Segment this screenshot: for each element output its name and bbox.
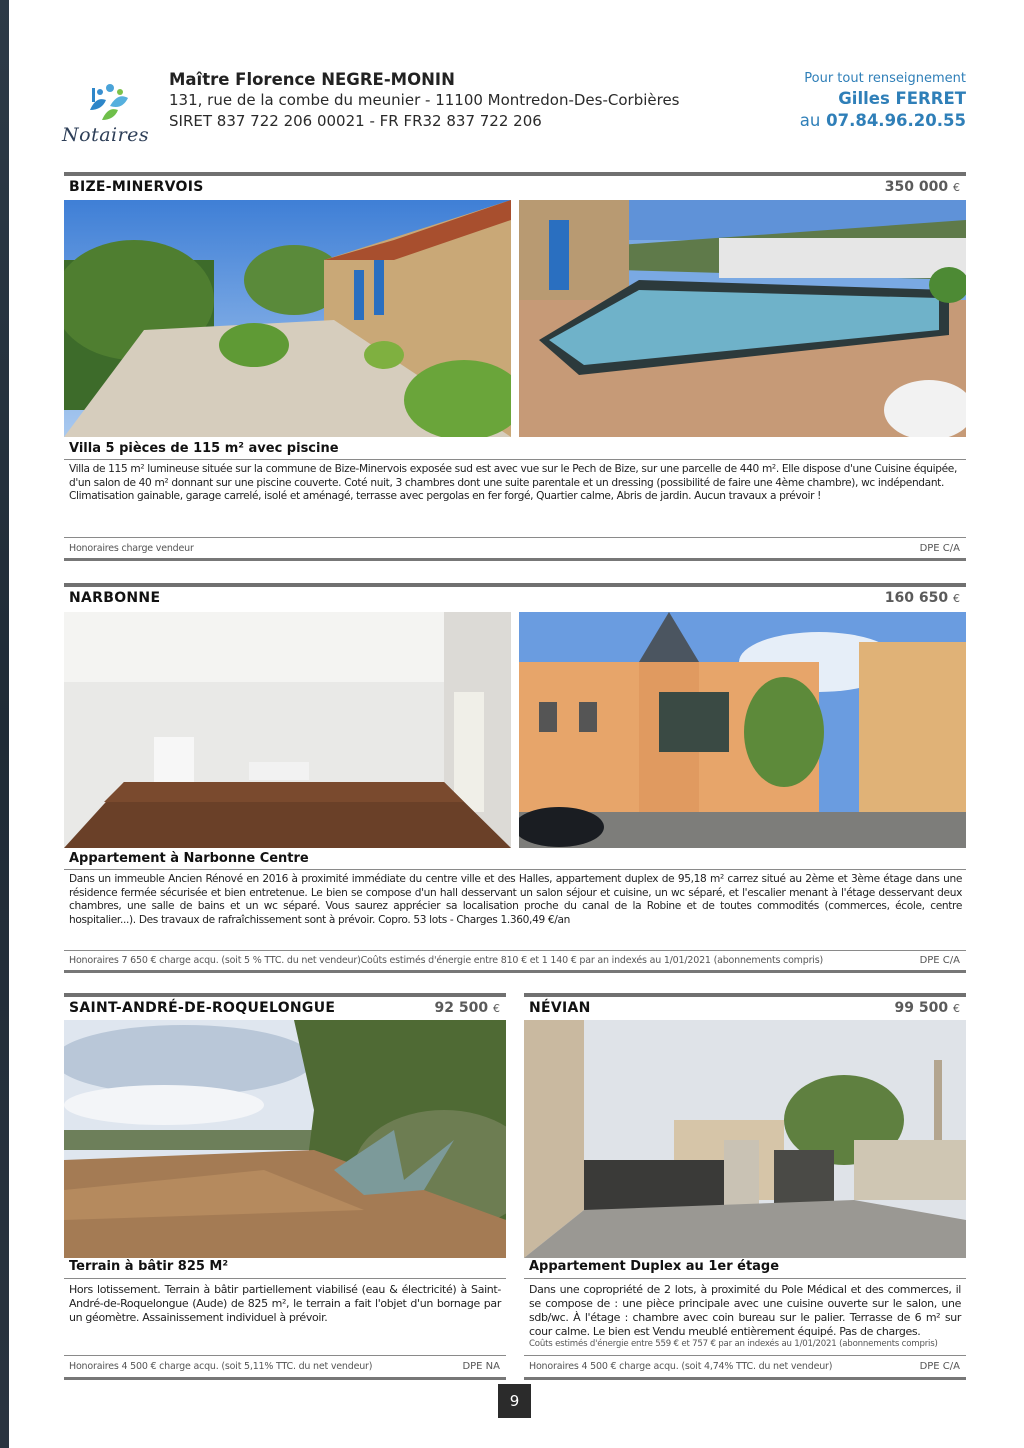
price-currency: € (493, 1002, 500, 1015)
listing-city: BIZE-MINERVOIS (69, 179, 204, 195)
contact-block (800, 70, 966, 132)
building-facade-photo (519, 612, 966, 848)
subtitle-rule (64, 459, 966, 460)
listing-description: Dans un immeuble Ancien Rénové en 2016 à proximité immédiate du centre ville et des Halles, appartement duplex de 95,18 m² carrez situé au 2ème et 3ème étage dans une résidence fermée sécurisée et bien entretenue. Le bien se compose d'un hall desservant un salon séjour et cuisine, un wc séparé, et l'escalier menant à l'étage desservant deux chambres, une salle de bains et un wc séparé. Vous saurez apprécier sa localisation proche du canal de la Robine et de toutes commodités (commerces, école, centre hospitalier...). Des travaux de rafraîchissement sont à prévoir. Copro. 53 lots - Charges 1.360,49 €/an (69, 873, 962, 926)
notary-address: 131, rue de la combe du meunier - 11100 Montredon-Des-Corbières (169, 91, 680, 109)
fees-rule-top (524, 1355, 966, 1356)
price-value: 350 000 (884, 179, 949, 195)
price-currency: € (953, 592, 960, 605)
fees-rule-top (64, 1355, 506, 1356)
listing-city: NARBONNE (69, 590, 161, 606)
price-value: 92 500 (434, 1000, 489, 1016)
listing-city: SAINT-ANDRÉ-DE-ROQUELONGUE (69, 1000, 336, 1016)
price-value: 99 500 (894, 1000, 949, 1016)
notary-info (169, 70, 680, 132)
listing-bottom-rule (64, 1377, 506, 1380)
listing-price (885, 590, 960, 606)
listing-description: Hors lotissement. Terrain à bâtir partiellement viabilisé (eau & électricité) à Saint-André-de-Roquelongue (Aude) de 825 m², le terrain a fait l'objet d'un bornage par un géomètre. Assainissement individuel à prévoir. (69, 1283, 501, 1324)
page-edge (0, 0, 9, 1448)
listing-subtitle: Appartement à Narbonne Centre (69, 851, 309, 866)
fees-rule-top (64, 950, 966, 951)
fees-rule-top (64, 537, 966, 538)
listing-narbonne (64, 583, 966, 973)
listing-bottom-rule (524, 1377, 966, 1380)
page-header (62, 68, 966, 172)
listing-bottom-rule (64, 558, 966, 561)
listing-saint-andre (64, 993, 506, 1383)
subtitle-rule (64, 869, 966, 870)
villa-garden-photo (64, 200, 511, 437)
notaires-logo-icon (80, 80, 136, 124)
listing-dpe: DPE C/A (919, 543, 960, 554)
land-plot-photo (64, 1020, 506, 1258)
listing-subtitle: Villa 5 pièces de 115 m² avec piscine (69, 441, 339, 456)
listing-description: Villa de 115 m² lumineuse située sur la commune de Bize-Minervois exposée sud est avec vue sur le Pech de Bize, sur une parcelle de 440 m². Elle dispose d'une Cuisine équipée, d'un salon de 40 m² donnant sur une piscine couverte. Coté nuit, 3 chambres dont une suite parentale et un dressing (possibilité de faire une 4ème chambre), wc indépendant. Climatisation gainable, garage carrelé, isolé et aménagé, terrasse avec pergolas en fer forgé, Quartier calme, Abris de jardin. Aucun travaux a prévoir ! (69, 463, 957, 503)
price-value: 160 650 (884, 590, 949, 606)
listing-price (895, 1000, 960, 1016)
listing-price (885, 179, 960, 195)
empty-living-room-photo (64, 612, 511, 848)
listing-nevian (524, 993, 966, 1383)
listing-fees: Honoraires 7 650 € charge acqu. (soit 5 % TTC. du net vendeur)Coûts estimés d'énergie entre 810 € et 1 140 € par an indexés au 1/01/2021 (abonnements compris) (69, 955, 823, 966)
listing-subtitle: Appartement Duplex au 1er étage (529, 1259, 780, 1274)
listing-price (435, 1000, 500, 1016)
price-currency: € (953, 181, 960, 194)
notary-siret: SIRET 837 722 206 00021 - FR FR32 837 722 206 (169, 112, 542, 130)
listing-title-row (64, 587, 966, 609)
energy-note: Coûts estimés d'énergie entre 559 € et 757 € par an indexés au 1/01/2021 (abonnements compris) (529, 1339, 938, 1349)
listing-subtitle: Terrain à bâtir 825 M² (69, 1259, 229, 1274)
contact-phone-line (800, 110, 966, 132)
contact-name: Gilles FERRET (838, 89, 966, 108)
subtitle-rule (524, 1278, 966, 1279)
logo-text: Notaires (62, 124, 150, 146)
village-street-photo (524, 1020, 966, 1258)
listing-description: Dans une copropriété de 2 lots, à proximité du Pole Médical et des commerces, il se compose de : une pièce principale avec une cuisine ouverte sur le salon, une sdb/wc. À l'étage : chambre avec coin bureau sur le palier. Terrasse de 6 m² sur cour calme. Le bien est Vendu meublé entièrement équipé. Pas de charges. (529, 1283, 961, 1338)
listing-fees: Honoraires 4 500 € charge acqu. (soit 4,74% TTC. du net vendeur) (529, 1361, 833, 1372)
listing-bize-minervois (64, 172, 966, 560)
page-number: 9 (498, 1384, 531, 1418)
listing-fees: Honoraires charge vendeur (69, 543, 194, 554)
listing-dpe: DPE C/A (919, 955, 960, 966)
listing-title-row (64, 997, 506, 1019)
subtitle-rule (64, 1278, 506, 1279)
listing-city: NÉVIAN (529, 1000, 591, 1016)
notaires-logo (62, 80, 157, 150)
contact-label: Pour tout renseignement (804, 71, 966, 86)
contact-phone[interactable]: 07.84.96.20.55 (826, 111, 966, 130)
listing-dpe: DPE NA (462, 1361, 500, 1372)
listing-bottom-rule (64, 970, 966, 973)
listing-fees: Honoraires 4 500 € charge acqu. (soit 5,11% TTC. du net vendeur) (69, 1361, 373, 1372)
covered-pool-photo (519, 200, 966, 437)
price-currency: € (953, 1002, 960, 1015)
contact-prefix: au (799, 111, 821, 130)
listing-dpe: DPE C/A (919, 1361, 960, 1372)
notary-name: Maître Florence NEGRE-MONIN (169, 70, 455, 89)
listing-title-row (524, 997, 966, 1019)
listing-title-row (64, 176, 966, 198)
